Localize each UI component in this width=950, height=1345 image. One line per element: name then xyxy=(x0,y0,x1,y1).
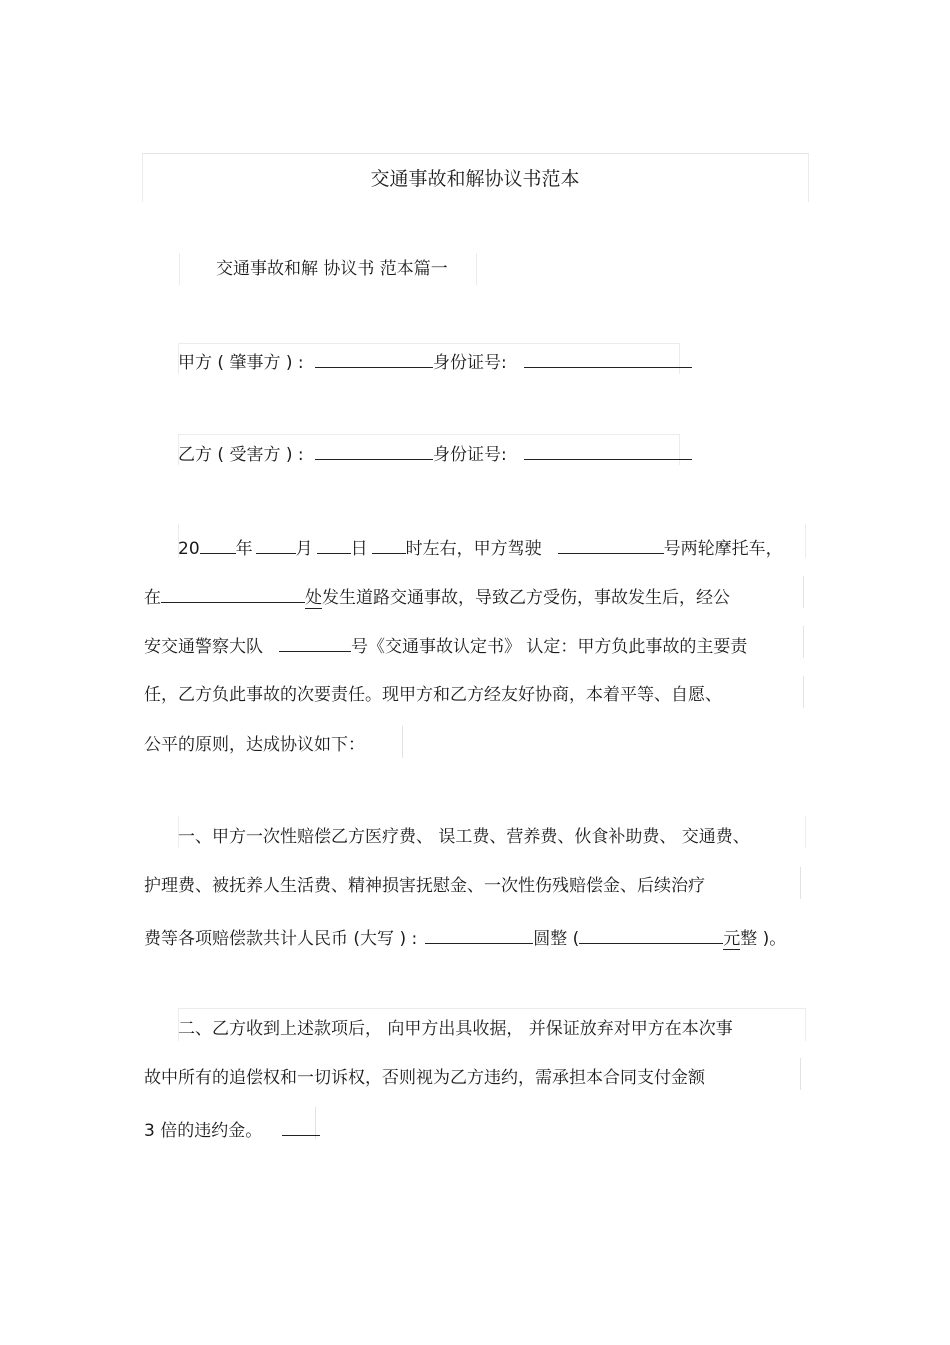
party-a-label: 甲方 ( 肇事方 ) : xyxy=(178,353,304,373)
total-label: 费等各项赔偿款共计人民币 (大写 ) : xyxy=(144,929,418,949)
plate-text: 号两轮摩托车， xyxy=(663,539,783,559)
year-label: 年 xyxy=(235,539,253,559)
party-b-id-field[interactable] xyxy=(524,441,692,460)
month-label: 月 xyxy=(295,539,313,559)
report-text: 号《交通事故认定书》 认定：甲方负此事故的主要责 xyxy=(351,637,748,657)
para1-line-1 xyxy=(178,535,783,561)
party-a-name-field[interactable] xyxy=(315,349,433,368)
para1-rule-3 xyxy=(803,626,804,658)
report-number-field[interactable] xyxy=(279,633,351,652)
party-a-id-field[interactable] xyxy=(524,349,692,368)
para1-line-2 xyxy=(144,584,730,610)
para1-rule-4 xyxy=(803,676,804,708)
para1-line-4: 任，乙方负此事故的次要责任。现甲方和乙方经友好协商，本着平等、自愿、 xyxy=(144,685,722,705)
para3-line-2: 故中所有的追偿权和一切诉权，否则视为乙方违约，需承担本合同支付金额 xyxy=(144,1068,705,1088)
plate-field[interactable] xyxy=(558,535,664,554)
police-text: 安交通警察大队 xyxy=(144,637,263,657)
party-a-id-label: 身份证号: xyxy=(433,353,507,373)
month-field[interactable] xyxy=(256,535,296,554)
para3-rule-2 xyxy=(800,1058,801,1090)
year-field[interactable] xyxy=(200,535,236,554)
amount-words-field[interactable] xyxy=(425,925,533,944)
para2-line-3 xyxy=(144,925,786,951)
day-label: 日 xyxy=(350,539,368,559)
penalty-text: 3 倍的违约金。 xyxy=(144,1121,263,1141)
day-field[interactable] xyxy=(317,535,351,554)
document-subtitle: 交通事故和解 协议书 范本篇一 xyxy=(216,259,448,279)
para1-rule-2 xyxy=(803,576,804,608)
hour-field[interactable] xyxy=(372,535,406,554)
trailing-blank-field[interactable] xyxy=(282,1117,320,1136)
party-b-name-field[interactable] xyxy=(315,441,433,460)
party-b-label: 乙方 ( 受害方 ) : xyxy=(178,445,304,465)
para1-line-3 xyxy=(144,633,747,659)
amount-yuan-label: 圆整 ( xyxy=(533,929,580,949)
para3-line-1: 二、乙方收到上述款项后， 向甲方出具收据， 并保证放弃对甲方在本次事 xyxy=(178,1019,733,1039)
location-field[interactable] xyxy=(161,584,305,603)
amount-yuan-unit: 元 xyxy=(723,929,741,949)
para2-line-1: 一、甲方一次性赔偿乙方医疗费、 误工费、营养费、伙食补助费、 交通费、 xyxy=(178,827,750,847)
document-title: 交通事故和解协议书范本 xyxy=(370,168,580,190)
party-b-row xyxy=(178,441,692,467)
hour-text: 时左右，甲方驾驶 xyxy=(405,539,542,559)
amount-digits-field[interactable] xyxy=(579,925,723,944)
para1-rule-5 xyxy=(402,726,403,758)
para2-rule-2 xyxy=(800,867,801,899)
location-suffix: 处 xyxy=(305,588,322,608)
para3-line-3 xyxy=(144,1117,320,1143)
party-b-id-label: 身份证号: xyxy=(433,445,507,465)
location-prefix: 在 xyxy=(144,588,161,608)
party-a-row xyxy=(178,349,692,375)
location-text: 发生道路交通事故，导致乙方受伤，事故发生后，经公 xyxy=(322,588,730,608)
para1-line-5: 公平的原则，达成协议如下： xyxy=(144,735,365,755)
amount-close: 整 )。 xyxy=(740,929,787,949)
para2-line-2: 护理费、被抚养人生活费、精神损害抚慰金、一次性伤残赔偿金、后续治疗 xyxy=(144,876,705,896)
para1-year-prefix: 20 xyxy=(178,539,200,559)
